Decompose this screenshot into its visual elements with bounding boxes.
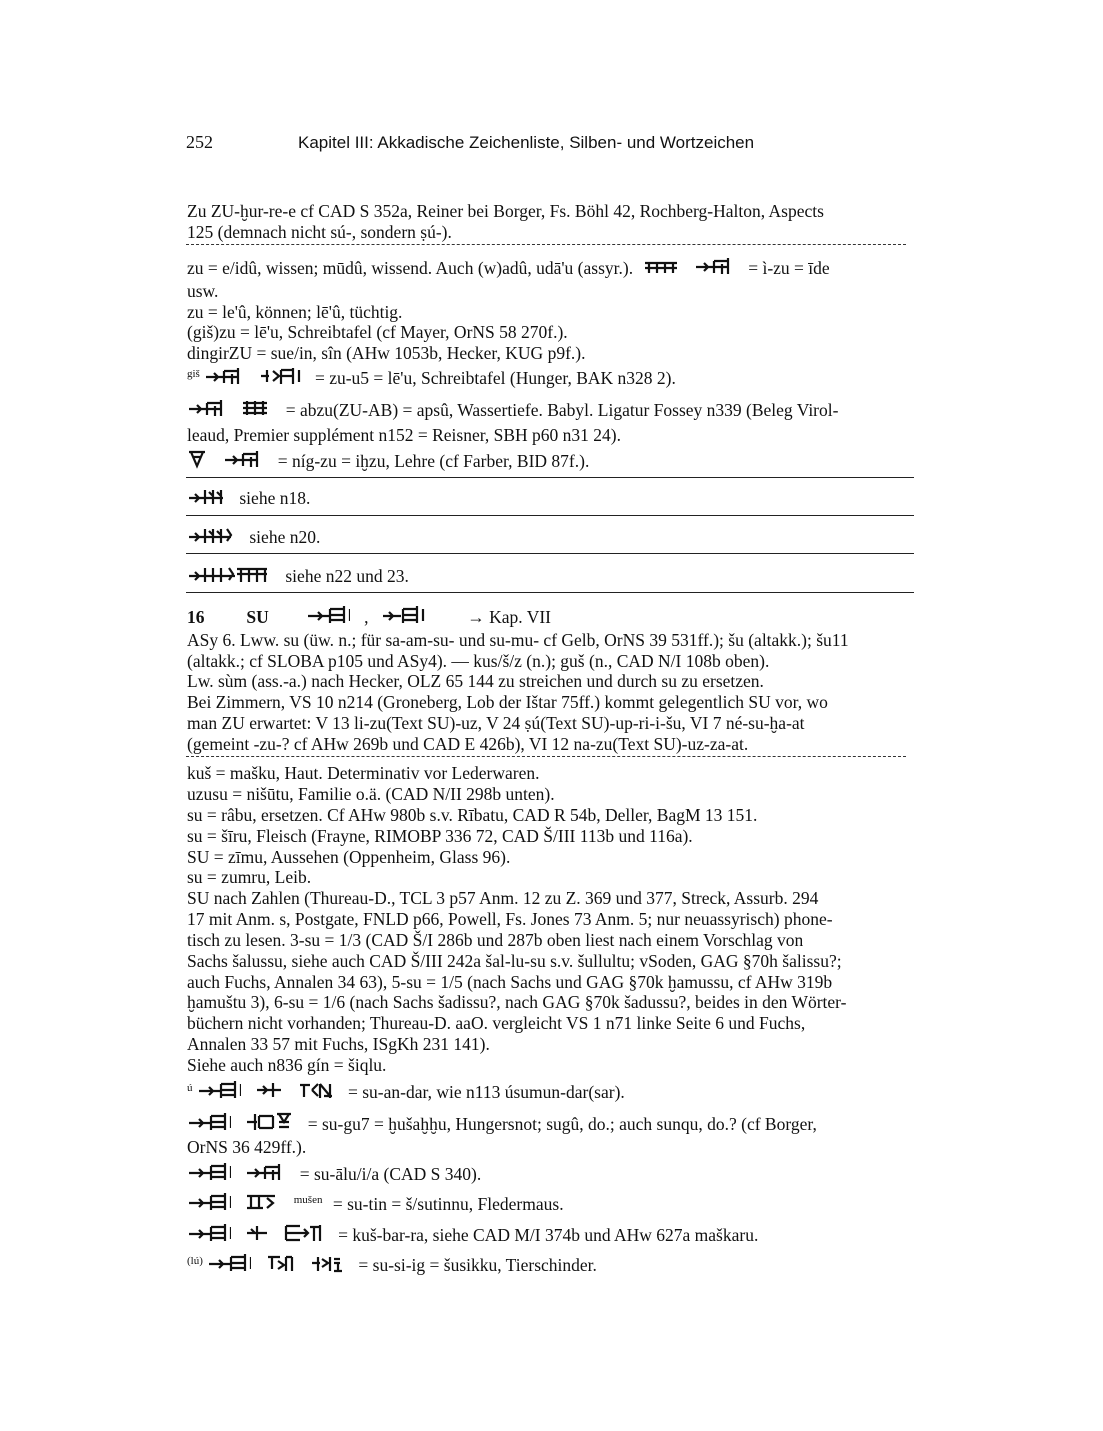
ref-row-3 <box>187 564 409 587</box>
zu-line-8: leaud, Premier supplément n152 = Reisner, SBH p60 n31 24). <box>187 425 621 445</box>
mušen-determinative: mušen <box>293 1194 323 1206</box>
cuneiform-zu-icon <box>204 366 244 386</box>
cuneiform-gu7-icon <box>245 1110 293 1132</box>
cuneiform-su-icon <box>187 1110 231 1132</box>
su-line: Annalen 33 57 mit Fuchs, ISgKh 231 141). <box>187 1034 490 1054</box>
entry-16-line: Lw. sùm (ass.-a.) nach Hecker, OLZ 65 144 zu streichen und durch su zu ersetzen. <box>187 671 764 691</box>
cuneiform-zu-icon <box>223 449 263 469</box>
cuneiform-su-variant-icon <box>381 603 425 625</box>
zu-line-1 <box>187 256 830 279</box>
ref-text-3: siehe n22 und 23. <box>285 566 409 586</box>
cuneiform-ab-icon <box>241 398 271 418</box>
cuneiform-u5-icon <box>259 366 301 386</box>
su-line: uzusu = nišūtu, Familie o.ä. (CAD N/II 298b unten). <box>187 784 555 804</box>
section-divider <box>186 477 914 478</box>
entry-name: SU <box>246 607 269 627</box>
cuneiform-ig-icon <box>310 1253 344 1273</box>
page-title: Kapitel III: Akkadische Zeichenliste, Silben- und Wortzeichen <box>298 133 755 152</box>
cuneiform-su-icon <box>187 1160 231 1182</box>
zu-line-6 <box>187 366 676 389</box>
su-compound-6 <box>187 1251 597 1276</box>
su-compound-5-text: = kuš-bar-ra, siehe CAD M/I 374b und AHw 627a maškaru. <box>338 1225 759 1245</box>
zu-line-7-text: = abzu(ZU-AB) = apsû, Wassertiefe. Babyl. Ligatur Fossey n339 (Beleg Virol- <box>285 400 839 420</box>
entry-16-line: man ZU erwartet: V 13 li-zu(Text SU)-uz, V 24 ṣú(Text SU)-up-ri-i-šu, VI 7 né-su-ḫa-at <box>187 713 805 733</box>
su-compound-6-text: = su-si-ig = šusikku, Tierschinder. <box>358 1255 597 1275</box>
zu-line-4: (giš)zu = lē'u, Schreibtafel (cf Mayer, OrNS 58 270f.). <box>187 322 568 342</box>
cuneiform-sign-icon <box>187 525 235 545</box>
su-line: tisch zu lesen. 3-su = 1/3 (CAD Š/I 286b und 287b oben liest nach einem Vorschlag von <box>187 930 804 950</box>
su-compound-2b: OrNS 36 429ff.). <box>187 1137 307 1157</box>
ref-row-2 <box>187 525 320 548</box>
cuneiform-su-icon <box>306 603 350 625</box>
intro-line-2: 125 (demnach nicht sú-, sondern ṣú-). <box>187 222 452 242</box>
entry-number: 16 <box>187 607 205 627</box>
su-line: Siehe auch n836 gín = šiqlu. <box>187 1055 387 1075</box>
lú-prefix: (lú) <box>187 1255 203 1267</box>
cuneiform-su-icon <box>187 1190 231 1212</box>
cuneiform-su-icon <box>187 1221 231 1243</box>
cuneiform-zu-icon <box>245 1162 285 1182</box>
zu-line-5: dingirZU = sue/in, sîn (AHw 1053b, Hecker, KUG p9f.). <box>187 343 586 363</box>
cuneiform-zu-icon <box>187 398 227 418</box>
su-line: ḫamuštu 3), 6-su = 1/6 (nach Sachs šadissu?, nach GAG §70k šadussu?, beides in den Wörter- <box>187 992 847 1012</box>
cuneiform-su-icon <box>207 1251 251 1273</box>
cuneiform-tin-icon <box>245 1192 279 1212</box>
cuneiform-bar-icon <box>245 1223 269 1243</box>
zu-line-9 <box>187 449 589 472</box>
cuneiform-dar-icon <box>298 1080 334 1100</box>
dashed-divider <box>186 244 906 245</box>
cuneiform-zu-icon <box>694 256 734 276</box>
section-divider <box>186 515 914 516</box>
su-line: kuš = mašku, Haut. Determinativ vor Lederwaren. <box>187 763 540 783</box>
su-line: su = râbu, ersetzen. Cf AHw 980b s.v. Rībatu, CAD R 54b, Deller, BagM 13 151. <box>187 805 758 825</box>
section-divider <box>186 592 914 593</box>
su-line: su = šīru, Fleisch (Frayne, RIMOBP 336 72, CAD Š/III 113b und 116a). <box>187 826 693 846</box>
chapter-reference: → Kap. VII <box>467 607 552 627</box>
section-divider <box>186 553 914 554</box>
entry-16-line: ASy 6. Lww. su (üw. n.; für sa-am-su- und su-mu- cf Gelb, OrNS 39 531ff.); šu (altakk.); šu11 <box>187 630 849 650</box>
intro-line-1: Zu ZU-ḫur-re-e cf CAD S 352a, Reiner bei Borger, Fs. Böhl 42, Rochberg-Halton, Aspects <box>187 201 824 221</box>
zu-line-1-text: zu = e/idû, wissen; mūdû, wissend. Auch (w)adû, udā'u (assyr.). <box>187 258 634 278</box>
su-compound-3 <box>187 1160 481 1185</box>
su-compound-2-text: = su-gu7 = ḫušaḫḫu, Hungersnot; sugû, do.; auch sunqu, do.? (cf Borger, <box>307 1114 817 1134</box>
su-line: SU nach Zahlen (Thureau-D., TCL 3 p57 Anm. 12 zu Z. 369 und 377, Streck, Assurb. 294 <box>187 888 819 908</box>
ú-prefix: ú <box>187 1082 193 1094</box>
dashed-divider <box>186 756 906 757</box>
cuneiform-nig-icon <box>187 449 209 469</box>
zu-line-3: zu = le'û, können; lē'û, tüchtig. <box>187 302 403 322</box>
zu-line-9-text: = níg-zu = iḫzu, Lehre (cf Farber, BID 87f.). <box>277 451 590 471</box>
cuneiform-sign-icon <box>643 260 679 276</box>
entry-16-line: (gemeint -zu-? cf AHw 269b und CAD E 426b), VI 12 na-zu(Text SU)-uz-za-at. <box>187 734 749 754</box>
cuneiform-su-icon <box>197 1078 241 1100</box>
cuneiform-si-icon <box>266 1253 296 1273</box>
su-compound-4-text: = su-tin = š/sutinnu, Fledermaus. <box>332 1194 564 1214</box>
su-line: su = zumru, Leib. <box>187 867 312 887</box>
page-number: 252 <box>186 132 213 152</box>
su-compound-5 <box>187 1221 758 1246</box>
ref-row-1 <box>187 486 310 509</box>
su-line: SU = zīmu, Aussehen (Oppenheim, Glass 96). <box>187 847 511 867</box>
ref-text-2: siehe n20. <box>249 527 321 547</box>
entry-16-heading <box>187 603 551 628</box>
zu-line-2: usw. <box>187 281 219 301</box>
entry-16-line: Bei Zimmern, VS 10 n214 (Groneberg, Lob der Ištar 75ff.) kommt gelegentlich SU vor, wo <box>187 692 828 712</box>
entry-16-line: (altakk.; cf SLOBA p105 und ASy4). — kus/š/z (n.); guš (n., CAD N/I 108b oben). <box>187 651 770 671</box>
entry-sep: , <box>364 607 369 627</box>
page-header <box>186 132 926 153</box>
su-compound-2 <box>187 1110 817 1135</box>
giš-prefix: giš <box>187 368 200 380</box>
su-line: 17 mit Anm. s, Postgate, FNLD p66, Powell, Fs. Jones 73 Anm. 5; nur neuassyrisch) phone- <box>187 909 833 929</box>
cuneiform-ra-icon <box>284 1223 324 1243</box>
cuneiform-an-icon <box>255 1080 283 1100</box>
su-compound-3-text: = su-ālu/i/a (CAD S 340). <box>299 1164 482 1184</box>
su-line: Sachs šalussu, siehe auch CAD Š/III 242a šal-lu-su s.v. šullultu; vSoden, GAG §70h šalissu?; <box>187 951 842 971</box>
zu-line-6-text: = zu-u5 = lē'u, Schreibtafel (Hunger, BAK n328 2). <box>314 368 676 388</box>
cuneiform-sign-icon <box>187 486 225 506</box>
su-compound-4 <box>187 1190 564 1215</box>
cuneiform-sign-icon <box>187 564 271 584</box>
su-compound-1-text: = su-an-dar, wie n113 úsumun-dar(sar). <box>348 1082 625 1102</box>
su-compound-1 <box>187 1078 625 1103</box>
su-line: büchern nicht vorhanden; Thureau-D. aaO. vergleicht VS 1 n71 linke Seite 6 und Fuchs, <box>187 1013 806 1033</box>
zu-line-7 <box>187 398 838 421</box>
ref-text-1: siehe n18. <box>239 488 311 508</box>
su-line: auch Fuchs, Annalen 34 63), 5-su = 1/5 (nach Sachs und GAG §70k ḫamussu, cf AHw 319b <box>187 972 833 992</box>
zu-line-1-tail: = ì-zu = īde <box>748 258 830 278</box>
